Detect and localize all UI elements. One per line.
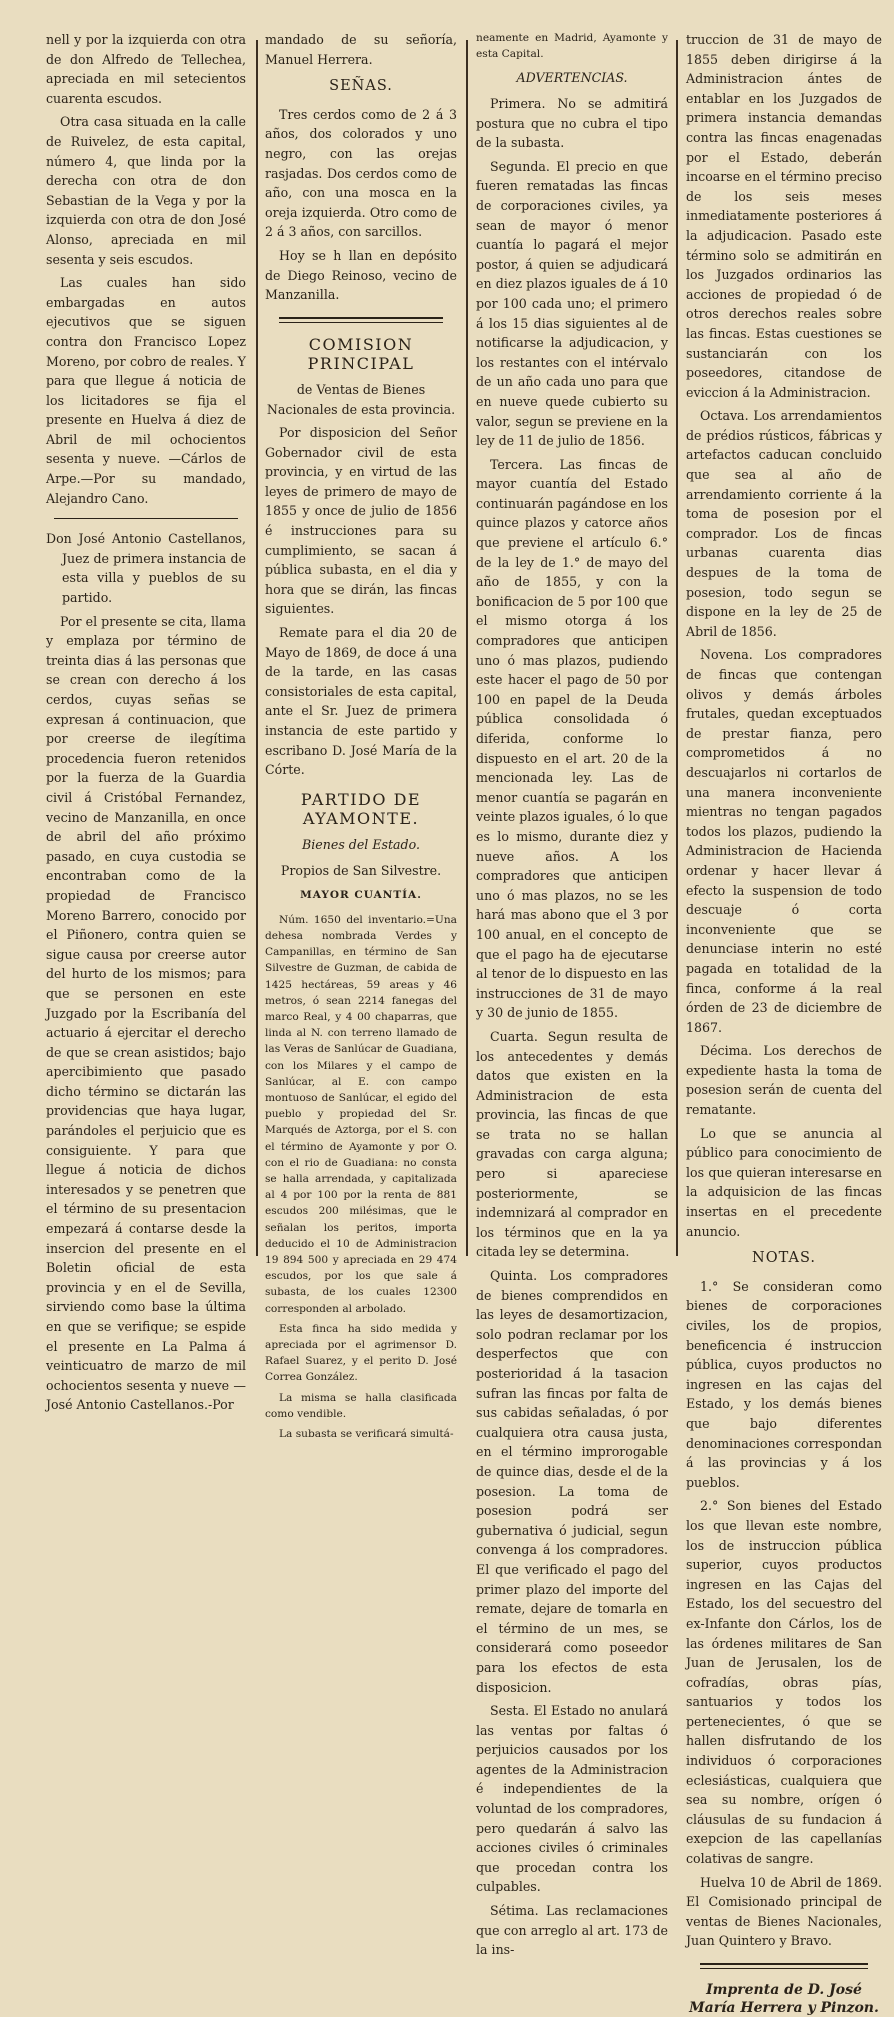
paragraph: mandado de su señoría, Manuel Herrera. — [265, 32, 457, 67]
paragraph: Tres cerdos como de 2 á 3 años, dos colorados y uno negro, con las orejas rasjadas. Dos cerdos como de año, con una mosca en la oreja izquierda. Otro como de 2 á 3 años, con sarcillos. — [265, 106, 457, 240]
paragraph: Por el presente se cita, llama y emplaza por término de treinta dias á las personas que se crean con derecho á los cerdos, cuyas señas se expresan á continuacion, que por creerse de ilegítima procedencia fueron retenidos por la fuerza de la Guardia civil á Cristóbal Fernandez, vecino de Manzanilla, en once de abril del año próximo pasado, en cuya custodia se encontraban como de la propiedad de Francisco Moreno Barrero, conocido por el Piñonero, contra quien se sigue causa por creerse autor del hurto de los mismos; para que se personen en este Juzgado por la Escribanía del actuario á ejercitar el derecho de que se crean asistidos; bajo apercibimiento que pasado dicho término se dictarán las providencias que haya lugar, parándoles el perjuicio que es consiguiente. Y para que llegue á noticia de dichos interesados y se penetren que el término de su presentacion empezará á contarse desde la insercion del presente en el Boletin oficial de esta provincia y en el de Sevilla, sirviendo como base la última en que se verifique; se espide el presente en La Palma á veinticuatro de marzo de mil ochocientos sesenta y nueve — José Antonio Castellanos.-Por — [46, 613, 246, 1413]
paragraph: Tercera. Las fincas de mayor cuantía del Estado continuarán pagándose en los quince plazos y catorce años que previene el artículo 6.° de la ley de 1.° de mayo del año de 1855, y con la bonificacion de 5 por 100 que el mismo otorga á los compradores que anticipen uno ó mas plazos, pudiendo este hacer el pago de 50 por 100 en papel de la Deuda pública consolidada ó diferida, conforme lo dispuesto en el art. 20 de la mencionada ley. Las de menor cuantía se pagarán en veinte plazos iguales, ó lo que es lo mismo, durante diez y nueve años. A los compradores que anticipen uno ó mas plazos, no se les hará mas abono que el 3 por 100 anual, en el concepto de que el pago ha de ejecutarse al tenor de lo dispuesto en las instrucciones de 31 de mayo y 30 de junio de 1855. — [476, 456, 668, 1021]
paragraph: 1.° Se consideran como bienes de corporaciones civiles, los de propios, beneficencia é instruccion pública, cuyos productos no ingresen en las cajas del Estado, y los demás bienes que bajo diferentes denominaciones correspondan á las provincias y á los pueblos. — [686, 1278, 882, 1490]
paragraph: Cuarta. Segun resulta de los antecedentes y demás datos que existen en la Administracion de esta provincia, las fincas de que se trata no se hallan gravadas con carga alguna; pero si apareciese posteriormente, se indemnizará al comprador en los términos que en la ya citada ley se determina. — [476, 1028, 668, 1260]
paragraph: La misma se halla clasificada como vendible. — [265, 1391, 457, 1420]
column-4 — [686, 30, 882, 2016]
column-1 — [46, 30, 246, 1413]
paragraph: Sétima. Las reclamaciones que con arreglo al art. 173 de la ins- — [476, 1903, 668, 1958]
divider — [700, 1963, 868, 1969]
paragraph: nell y por la izquierda con otra de don Alfredo de Tellechea, apreciada en mil setecientos cuarenta escudos. — [46, 32, 246, 106]
section-heading: SEÑAS. — [329, 78, 393, 95]
column-rule — [466, 40, 468, 1256]
paragraph: Octava. Los arrendamientos de prédios rústicos, fábricas y artefactos caducan concluido que sea al año de arrendamiento corriente á la toma de posesion por el comprador. Los de fincas urbanas cuarenta dias despues de la toma de posesion, todo segun se dispone en la ley de 25 de Abril de 1856. — [686, 408, 882, 639]
section-subheading: MAYOR CUANTÍA. — [300, 889, 422, 902]
paragraph: Novena. Los compradores de fincas que contengan olivos y demás árboles frutales, quedan exceptuados de prestar fianza, pero comprometidos á no descuajarlos ni cortarlos de una manera inconveniente mientras no tengan pagados todos los plazos, pudiendo la Administracion de Hacienda ordenar y hacer llevar á efecto la suspension de todo descuaje ó corta inconveniente que se denunciase interin no esté pagada en totalidad de la finca, conforme á la real órden de 23 de diciembre de 1867. — [686, 647, 882, 1035]
section-heading: ADVERTENCIAS. — [516, 70, 628, 86]
paragraph: 2.° Son bienes del Estado los que llevan este nombre, los de instruccion pública superior, cuyos productos ingresen en las Cajas del Estado, los del secuestro del ex-Infante don Cárlos, los de las órdenes militares de San Juan de Jerusalen, los de cofradías, obras pías, santuarios y todos los pertenecientes, ó que se hallen disfrutando de los individuos ó corporaciones eclesiásticas, cualquiera que sea su nombre, orígen ó cláusulas de su fundacion á exepcion de las capellanías colativas de sangre. — [686, 1498, 882, 1867]
paragraph: Décima. Los derechos de expediente hasta la toma de posesion serán de cuenta del rematante. — [686, 1043, 882, 1118]
paragraph: La subasta se verificará simultá- — [279, 1428, 454, 1441]
paragraph: Esta finca ha sido medida y apreciada por el agrimensor D. Rafael Suarez, y el perito D. José Correa González. — [265, 1322, 457, 1384]
paragraph: Huelva 10 de Abril de 1869. El Comisionado principal de ventas de Bienes Nacionales, Juan Quintero y Bravo. — [686, 1874, 882, 1949]
paragraph: Las cuales han sido embargadas en autos ejecutivos que se siguen contra don Francisco Lopez Moreno, por cobro de reales. Y para que llegue á noticia de los licitadores se fija el presente en Huelva á diez de Abril de mil ochocientos sesenta y nueve. —Cárlos de Arpe.—Por su mandado, Alejandro Cano. — [46, 275, 246, 506]
section-subheading: Propios de San Silvestre. — [280, 862, 442, 878]
section-subheading: Bienes del Estado. — [302, 836, 420, 852]
column-3 — [476, 30, 668, 1958]
printer-imprint: Imprenta de D. José María Herrera y Pinzon. — [689, 1982, 879, 2016]
paragraph: neamente en Madrid, Ayamonte y esta Capital. — [476, 32, 668, 61]
section-heading: PARTIDO DE AYAMONTE. — [300, 789, 422, 829]
notice-heading: Don José Antonio Castellanos, Juez de primera instancia de esta villa y pueblos de su partido. — [46, 531, 246, 606]
paragraph: Por disposicion del Señor Gobernador civil de esta provincia, y en virtud de las leyes de primero de mayo de 1855 y once de julio de 1856 é instrucciones para su cumplimiento, se sacan á pública subasta, en el dia y hora que se dirán, las fincas siguientes. — [265, 425, 457, 617]
paragraph: Segunda. El precio en que fueren rematadas las fincas de corporaciones civiles, ya sean de mayor ó menor cuantía lo pagará el mejor postor, á quien se adjudicará en diez plazos iguales de á 10 por 100 cada uno; el primero á los 15 dias siguientes al de notificarse la adjudicacion, y los restantes con el intérvalo de un año cada uno para que en nueve quede cubierto su valor, segun se previene en la ley de 11 de julio de 1856. — [476, 158, 668, 449]
paragraph: Lo que se anuncia al público para conocimiento de los que quieran interesarse en la adquisicion de las fincas insertas en el precedente anuncio. — [686, 1125, 882, 1239]
section-heading: COMISION PRINCIPAL — [307, 334, 415, 374]
paragraph: Quinta. Los compradores de bienes comprendidos en las leyes de desamortizacion, solo podran reclamar por los desperfectos que con posterioridad á la tasacion sufran las fincas por falta de sus cabidas señaladas, ó por cualquiera otra causa justa, en el término improrogable de quince dias, desde el de la posesion. La toma de posesion podrá ser gubernativa ó judicial, segun convenga á los compradores. El que verificado el pago del primer plazo del importe del remate, dejare de tomarla en el término de un mes, se considerará como poseedor para los efectos de esta disposicion. — [476, 1268, 668, 1695]
paragraph: Hoy se h llan en depósito de Diego Reinoso, vecino de Manzanilla. — [265, 247, 457, 303]
divider — [54, 518, 238, 519]
section-subheading: de Ventas de Bienes Nacionales de esta provincia. — [266, 381, 456, 417]
paragraph: Otra casa situada en la calle de Ruivelez, de esta capital, número 4, que linda por la derecha con otra de don Sebastian de la Vega y por la izquierda con otra de don José Alonso, apreciada en mil sesenta y seis escudos. — [46, 114, 246, 267]
divider — [279, 317, 443, 323]
paragraph: truccion de 31 de mayo de 1855 deben dirigirse á la Administracion ántes de entablar en los Juzgados de primera instancia demandas contra las fincas enagenadas por el Estado, deberán incoarse en el término preciso de los seis meses inmediatamente posteriores á la adjudicacion. Pasado este término solo se admitirán en los Juzgados ordinarios las acciones de propiedad ó de otros derechos reales sobre las fincas. Estas cuestiones se sustanciarán con los poseedores, citandose de eviccion á la Administracion. — [686, 32, 882, 400]
section-heading: NOTAS. — [752, 1250, 816, 1267]
paragraph: Núm. 1650 del inventario.=Una dehesa nombrada Verdes y Campanillas, en término de San Silvestre de Guzman, de cabida de 1425 hectáreas, 59 areas y 46 metros, ó sean 2214 fanegas del marco Real, y 4 00 chaparras, que linda al N. con terreno llamado de las Veras de Sanlúcar de Guadiana, con los Milares y el campo de Sanlúcar, al E. con campo montuoso de Sanlúcar, el egido del pueblo y propiedad del Sr. Marqués de Aztorga, por el S. con el término de Ayamonte y por O. con el rio de Guadiana: no consta se halla arrendada, y capitalizada al 4 por 100 por la renta de 881 escudos 200 milésimas, que le señalan los peritos, importa deducido el 10 de Administracion 19 894 500 y apreciada en 29 474 escudos, por los que sale á subasta, de los cuales 12300 corresponden al arbolado. — [265, 913, 457, 1315]
column-rule — [676, 40, 678, 1256]
paragraph: Sesta. El Estado no anulará las ventas por faltas ó perjuicios causados por los agentes de la Administracion é independientes de la voluntad de los compradores, pero quedarán á salvo las acciones civiles ó criminales que procedan contra los culpables. — [476, 1703, 668, 1895]
paragraph: Primera. No se admitirá postura que no cubra el tipo de la subasta. — [476, 96, 668, 151]
paragraph: Remate para el dia 20 de Mayo de 1869, de doce á una de la tarde, en las casas consistoriales de esta capital, ante el Sr. Juez de primera instancia de este partido y escribano D. José María de la Córte. — [265, 625, 457, 778]
column-rule — [256, 40, 258, 1256]
column-2 — [265, 30, 457, 1441]
